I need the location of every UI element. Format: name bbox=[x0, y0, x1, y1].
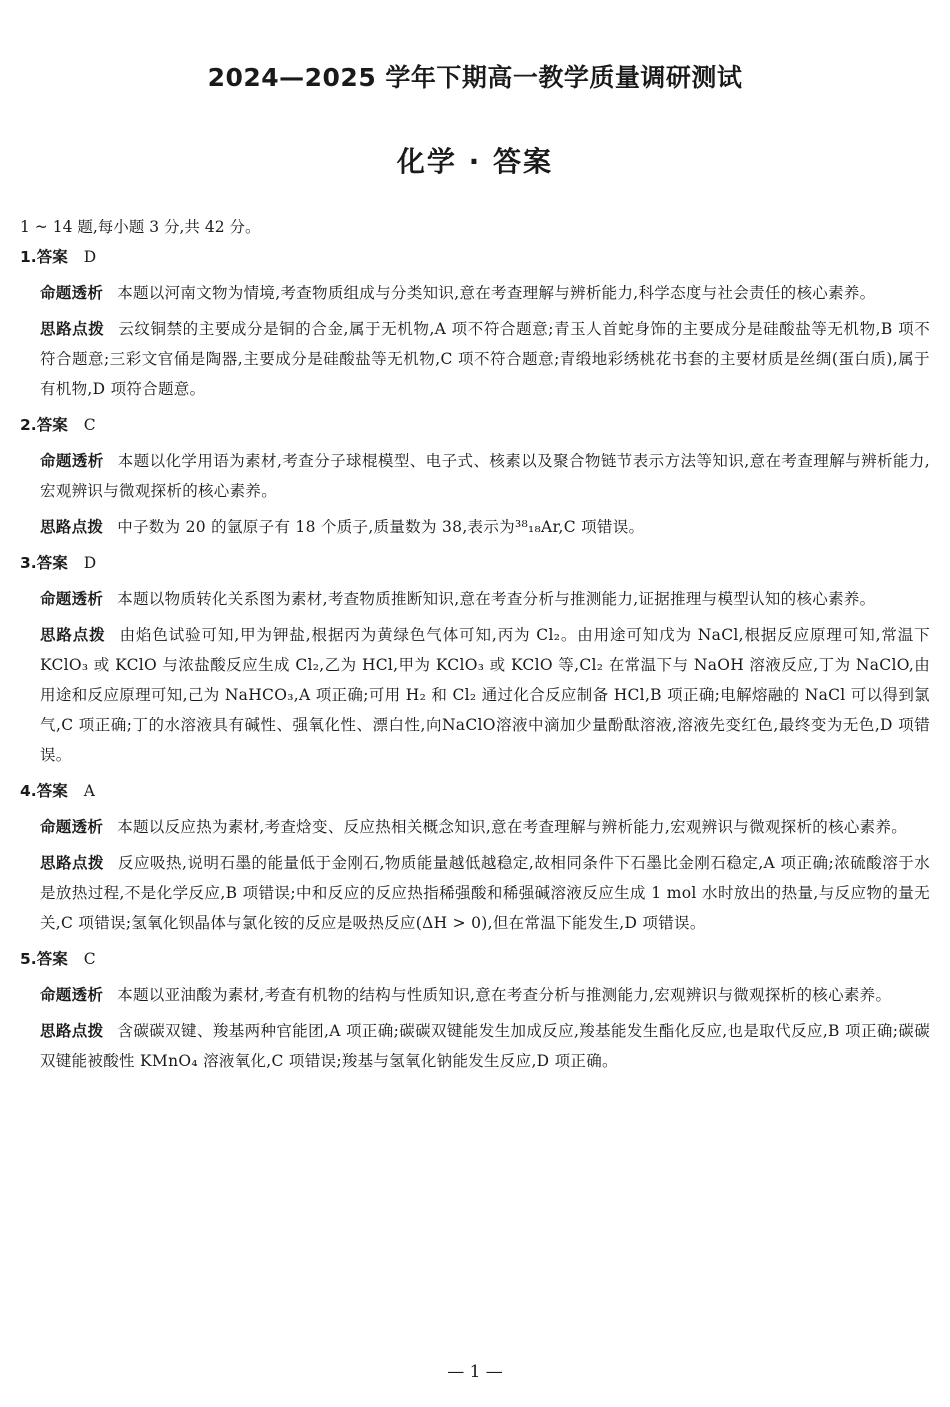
analysis-text: 本题以反应热为素材,考查焓变、反应热相关概念知识,意在考查理解与辨析能力,宏观辨识与微观探析的核心素养。 bbox=[117, 818, 908, 836]
answer-value: D bbox=[83, 248, 97, 266]
question-3 bbox=[20, 548, 930, 770]
answer-label: 答案 bbox=[36, 782, 68, 800]
analysis-label: 命题透析 bbox=[40, 590, 104, 608]
hint-label: 思路点拨 bbox=[40, 626, 106, 644]
page-number: — 1 — bbox=[447, 1362, 503, 1382]
analysis-paragraph bbox=[40, 980, 930, 1010]
analysis-paragraph bbox=[40, 278, 930, 308]
question-header bbox=[20, 242, 930, 272]
subject-title: 化学 · 答案 bbox=[396, 145, 554, 178]
question-4 bbox=[20, 776, 930, 938]
analysis-text: 本题以物质转化关系图为素材,考查物质推断知识,意在考查分析与推测能力,证据推理与模型认知的核心素养。 bbox=[117, 590, 876, 608]
hint-label: 思路点拨 bbox=[40, 854, 105, 872]
hint-paragraph bbox=[40, 314, 930, 404]
hint-label: 思路点拨 bbox=[40, 518, 104, 536]
hint-text: 含碳碳双键、羧基两种官能团,A 项正确;碳碳双键能发生加成反应,羧基能发生酯化反应,也是取代反应,B 项正确;碳碳双键能被酸性 KMnO₄ 溶液氧化,C 项错误;羧基与氢氧化钠能发生反应,D 项正确。 bbox=[40, 1022, 930, 1070]
question-header bbox=[20, 548, 930, 578]
analysis-paragraph bbox=[40, 584, 930, 614]
analysis-paragraph bbox=[40, 812, 930, 842]
hint-paragraph bbox=[40, 512, 930, 542]
answer-label: 答案 bbox=[36, 416, 68, 434]
scoring-note: 1 ~ 14 题,每小题 3 分,共 42 分。 bbox=[20, 218, 261, 236]
hint-paragraph bbox=[40, 620, 930, 770]
hint-text: 中子数为 20 的氩原子有 18 个质子,质量数为 38,表示为³⁸₁₈Ar,C 项错误。 bbox=[117, 518, 645, 536]
hint-paragraph bbox=[40, 848, 930, 938]
question-number: 2. bbox=[20, 416, 37, 434]
analysis-text: 本题以亚油酸为素材,考查有机物的结构与性质知识,意在考查分析与推测能力,宏观辨识与微观探析的核心素养。 bbox=[117, 986, 892, 1004]
question-header bbox=[20, 944, 930, 974]
answer-value: A bbox=[83, 782, 95, 800]
question-header bbox=[20, 410, 930, 440]
question-5 bbox=[20, 944, 930, 1076]
question-number: 1. bbox=[20, 248, 37, 266]
question-2 bbox=[20, 410, 930, 542]
analysis-label: 命题透析 bbox=[40, 452, 104, 470]
analysis-label: 命题透析 bbox=[40, 284, 104, 302]
hint-paragraph bbox=[40, 1016, 930, 1076]
answer-content bbox=[20, 212, 930, 1076]
answer-label: 答案 bbox=[36, 248, 68, 266]
question-number: 5. bbox=[20, 950, 37, 968]
exam-title: 2024—2025 学年下期高一教学质量调研测试 bbox=[207, 63, 743, 92]
analysis-label: 命题透析 bbox=[40, 818, 104, 836]
analysis-text: 本题以河南文物为情境,考查物质组成与分类知识,意在考查理解与辨析能力,科学态度与社会责任的核心素养。 bbox=[117, 284, 876, 302]
answer-label: 答案 bbox=[36, 950, 68, 968]
hint-text: 反应吸热,说明石墨的能量低于金刚石,物质能量越低越稳定,故相同条件下石墨比金刚石稳定,A 项正确;浓硫酸溶于水是放热过程,不是化学反应,B 项错误;中和反应的反应热指稀强酸和稀强碱溶液反应生成 1 mol 水时放出的热量,与反应物的量无关,C 项错误;氢氧化钡晶体与氯化铵的反应是吸热反应(ΔH > 0),但在常温下能发生,D 项错误。 bbox=[40, 854, 931, 932]
analysis-paragraph bbox=[40, 446, 930, 506]
answer-value: C bbox=[83, 950, 96, 968]
answer-value: C bbox=[83, 416, 96, 434]
answer-value: D bbox=[83, 554, 97, 572]
question-number: 3. bbox=[20, 554, 37, 572]
hint-label: 思路点拨 bbox=[40, 1022, 104, 1040]
analysis-text: 本题以化学用语为素材,考查分子球棍模型、电子式、核素以及聚合物链节表示方法等知识,意在考查理解与辨析能力,宏观辨识与微观探析的核心素养。 bbox=[40, 452, 931, 500]
analysis-label: 命题透析 bbox=[40, 986, 104, 1004]
answer-label: 答案 bbox=[36, 554, 68, 572]
question-1 bbox=[20, 242, 930, 404]
question-header bbox=[20, 776, 930, 806]
hint-label: 思路点拨 bbox=[40, 320, 105, 338]
hint-text: 由焰色试验可知,甲为钾盐,根据丙为黄绿色气体可知,丙为 Cl₂。由用途可知戊为 NaCl,根据反应原理可知,常温下 KClO₃ 或 KClO 与浓盐酸反应生成 Cl₂,乙为 HCl,甲为 KClO₃ 或 KClO 等,Cl₂ 在常温下与 NaOH 溶液反应,丁为 NaClO,由用途和反应原理可知,己为 NaHCO₃,A 项正确;可用 H₂ 和 Cl₂ 通过化合反应制备 HCl,B 项正确;电解熔融的 NaCl 可以得到氯气,C 项正确;丁的水溶液具有碱性、强氧化性、漂白性,向NaClO溶液中滴加少量酚酞溶液,溶液先变红色,最终变为无色,D 项错误。 bbox=[40, 626, 930, 764]
question-number: 4. bbox=[20, 782, 37, 800]
hint-text: 云纹铜禁的主要成分是铜的合金,属于无机物,A 项不符合题意;青玉人首蛇身饰的主要成分是硅酸盐等无机物,B 项不符合题意;三彩文官俑是陶器,主要成分是硅酸盐等无机物,C 项不符合题意;青缎地彩绣桃花书套的主要材质是丝绸(蛋白质),属于有机物,D 项符合题意。 bbox=[40, 320, 930, 398]
